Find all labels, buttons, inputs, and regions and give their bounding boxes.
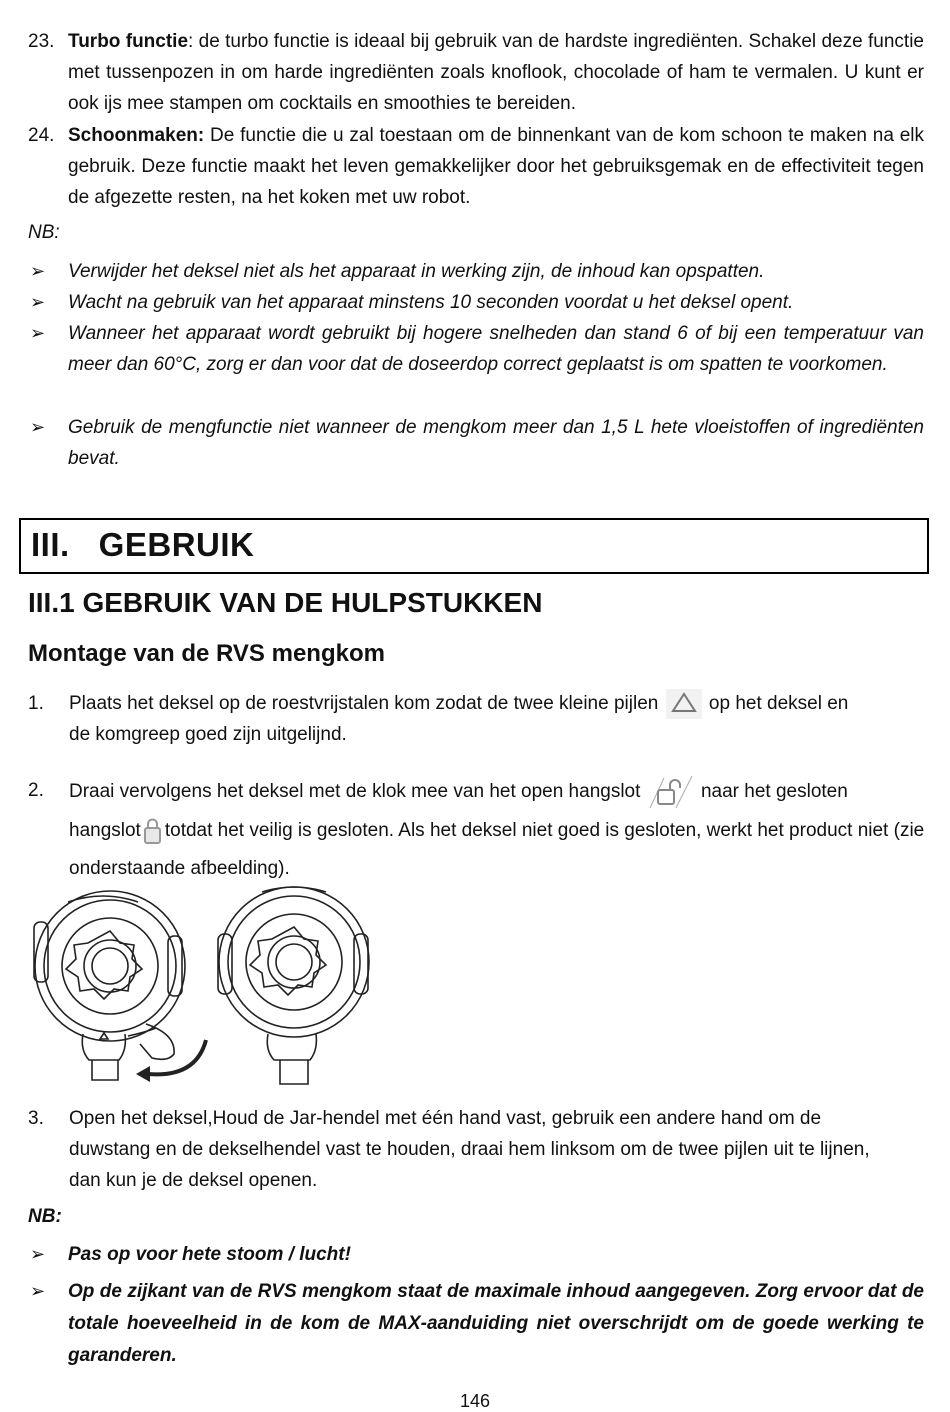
note-text: Wanneer het apparaat wordt gebruikt bij hogere snelheden dan stand 6 of bij een temperatuur van meer dan 60°C, zorg er dan voor dat de doseerdop correct geplaatst is om spatten te voorkomen.	[68, 323, 924, 375]
arrow-bullet-icon: ➢	[30, 417, 46, 437]
page-number: 146	[459, 1391, 491, 1411]
step-text: Open het deksel,Houd de Jar-hendel met één hand vast, gebruik een andere hand om de duwstang en de dekselhendel vast te houden, draai hem linksom om de twee pijlen uit te lijnen, dan kun je de deksel openen.	[69, 1108, 870, 1191]
arrow-triangle-icon	[666, 689, 702, 719]
arrow-bullet-icon: ➢	[30, 261, 46, 281]
step-number: 3.	[28, 1108, 44, 1129]
arrow-bullet-icon: ➢	[30, 1244, 46, 1264]
nb-label: NB:	[28, 1206, 62, 1227]
nb-label: NB:	[28, 222, 60, 243]
step-text-part: naar het gesloten	[700, 781, 848, 803]
step-text	[69, 688, 925, 750]
subsection-title: III.1 GEBRUIK VAN DE HULPSTUKKEN	[28, 587, 543, 618]
step-text	[69, 772, 925, 888]
item-description: De functie die u zal toestaan om de binnenkant van de kom schoon te maken na elk gebruik. Deze functie maakt het leven gemakkelijker door het gebruiksgemak en de effectiviteit tegen de afgezette resten, na het koken met uw robot.	[68, 125, 924, 208]
step-text-part: op het deksel en	[708, 693, 849, 714]
item-number: 23.	[28, 31, 55, 52]
step-number: 2.	[28, 780, 44, 801]
item-text	[68, 120, 924, 213]
step-text-part: Plaats het deksel op de roestvrijstalen kom zodat de twee kleine pijlen	[69, 693, 659, 714]
step-text-part: totdat het veilig is gesloten. Als het deksel niet goed is gesloten, werkt het product niet (zie onderstaande afbeelding).	[69, 820, 925, 879]
closed-lock-icon	[141, 816, 165, 846]
section-title: III. GEBRUIK	[31, 526, 255, 563]
item-description: : de turbo functie is ideaal bij gebruik van de hardste ingrediënten. Schakel deze functie met tussenpozen in om harde ingrediënten zoals knoflook, chocolade of ham te vermalen. U kunt er ook ijs mee stampen om cocktails en smoothies te bereiden.	[68, 31, 924, 114]
lid-illustration	[28, 884, 388, 1094]
step-text-part: Draai vervolgens het deksel met de klok mee van het open hangslot	[69, 781, 641, 803]
note-text: Op de zijkant van de RVS mengkom staat de maximale inhoud aangegeven. Zorg ervoor dat de totale hoeveelheid in de kom de MAX-aanduiding niet overschrijdt om de goede werking te garanderen.	[68, 1281, 924, 1366]
subheading: Montage van de RVS mengkom	[28, 640, 385, 667]
note-text: Wacht na gebruik van het apparaat minstens 10 seconden voordat u het deksel opent.	[68, 292, 794, 313]
arrow-bullet-icon: ➢	[30, 1281, 46, 1301]
arrow-bullet-icon: ➢	[30, 323, 46, 343]
step-text-part: de komgreep goed zijn uitgelijnd.	[69, 724, 347, 745]
item-number: 24.	[28, 125, 55, 146]
note-text: Gebruik de mengfunctie niet wanneer de mengkom meer dan 1,5 L hete vloeistoffen of ingrediënten bevat.	[68, 417, 924, 469]
note-text: Pas op voor hete stoom / lucht!	[68, 1244, 351, 1265]
step-text-part: hangslot	[69, 820, 141, 841]
arrow-bullet-icon: ➢	[30, 292, 46, 312]
item-term: Schoonmaken:	[68, 125, 205, 146]
note-text: Verwijder het deksel niet als het apparaat in werking zijn, de inhoud kan opspatten.	[68, 261, 765, 282]
open-lock-icon	[646, 772, 696, 812]
item-term: Turbo functie	[68, 31, 189, 52]
item-text	[68, 26, 924, 119]
section-heading-box	[19, 518, 929, 574]
step-number: 1.	[28, 693, 44, 714]
